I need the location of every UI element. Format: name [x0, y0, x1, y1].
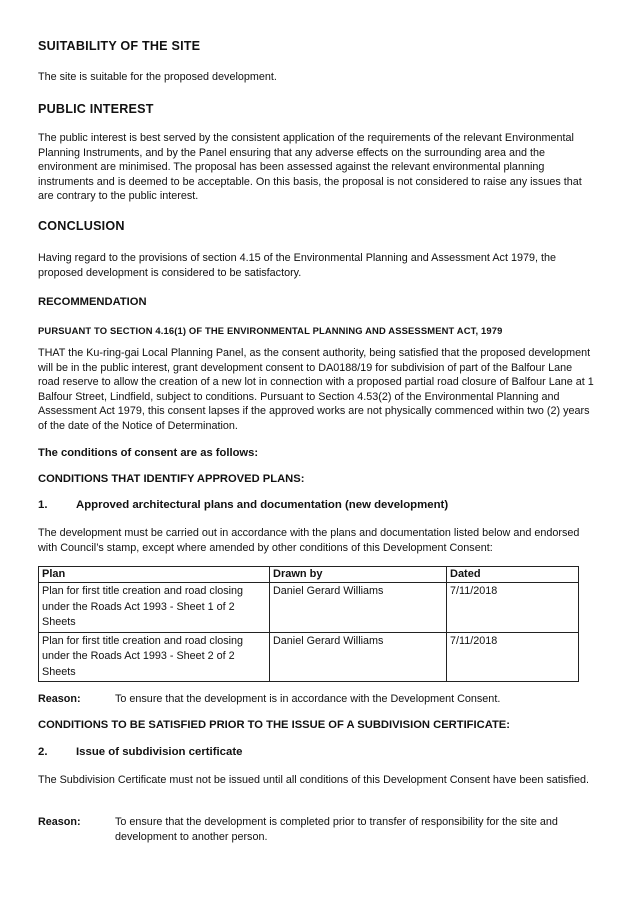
condition-2-number: 2.	[38, 746, 48, 758]
condition-2-heading	[38, 745, 242, 760]
conclusion-text: Having regard to the provisions of section 4.15 of the Environmental Planning and Assessment Act 1979, the proposed development is considered to be satisfactory.	[38, 252, 556, 279]
approved-plans-text: The development must be carried out in accordance with the plans and documentation listed below and endorsed with Council’s stamp, except where amended by other conditions of this Development Consent:	[38, 527, 580, 554]
table-row	[39, 632, 579, 682]
column-header-drawn-by: Drawn by	[270, 567, 447, 583]
condition-2-title: Issue of subdivision certificate	[76, 746, 243, 758]
approved-plans-table	[38, 566, 579, 682]
drawn-by-cell: Daniel Gerard Williams	[270, 583, 447, 633]
dated-cell: 7/11/2018	[447, 632, 579, 682]
table-row	[39, 583, 579, 633]
conditions-intro: The conditions of consent are as follows:	[38, 447, 259, 459]
heading-subdivision: CONDITIONS TO BE SATISFIED PRIOR TO THE ISSUE OF A SUBDIVISION CERTIFICATE:	[38, 719, 510, 731]
heading-conclusion: CONCLUSION	[38, 219, 125, 233]
condition-1-title: Approved architectural plans and documentation (new development)	[76, 499, 449, 511]
suitability-text: The site is suitable for the proposed development.	[38, 71, 277, 83]
dated-cell: 7/11/2018	[447, 583, 579, 633]
reason-block-1	[38, 692, 585, 707]
reason-block-2	[38, 815, 585, 844]
public-interest-text: The public interest is best served by the consistent application of the requirements of the relevant Environmental Planning Instruments, and by the Panel ensuring that any adverse effects on the surrounding area and the environment are minimised. The proposal has been assessed against the relevant environmental planning instruments and is deemed to be acceptable. On this basis, the proposal is not considered to raise any issues that are contrary to the public interest.	[38, 132, 582, 203]
plan-cell: Plan for first title creation and road closing under the Roads Act 1993 - Sheet 1 of 2 Sheets	[39, 583, 270, 633]
heading-public-interest: PUBLIC INTEREST	[38, 102, 154, 116]
reason-text: To ensure that the development is completed prior to transfer of responsibility for the site and development to another person.	[115, 816, 558, 843]
reason-label: Reason:	[38, 693, 81, 705]
reason-text: To ensure that the development is in accordance with the Development Consent.	[115, 693, 501, 705]
condition-1-heading	[38, 498, 448, 513]
column-header-dated: Dated	[447, 567, 579, 583]
reason-label: Reason:	[38, 816, 81, 828]
heading-recommendation: RECOMMENDATION	[38, 296, 147, 308]
heading-approved-plans: CONDITIONS THAT IDENTIFY APPROVED PLANS:	[38, 473, 305, 485]
drawn-by-cell: Daniel Gerard Williams	[270, 632, 447, 682]
heading-suitability: SUITABILITY OF THE SITE	[38, 39, 201, 53]
table-header-row	[39, 567, 579, 583]
plan-cell: Plan for first title creation and road closing under the Roads Act 1993 - Sheet 2 of 2 Sheets	[39, 632, 270, 682]
column-header-plan: Plan	[39, 567, 270, 583]
condition-1-number: 1.	[38, 499, 48, 511]
recommendation-text: THAT the Ku-ring-gai Local Planning Panel, as the consent authority, being satisfied that the proposed development will be in the public interest, grant development consent to DA0188/19 for subdivision of part of the Balfour Lane road reserve to allow the creation of a new lot in connection with a proposed partial road closure of Balfour Lane at 1 Balfour Street, Lindfield, subject to conditions. Pursuant to Section 4.53(2) of the Environmental Planning and Assessment Act 1979, this consent lapses if the approved works are not physically commenced within two (2) years of the date of the Notice of Determination.	[38, 347, 594, 432]
subdivision-text: The Subdivision Certificate must not be issued until all conditions of this Development Consent have been satisfied.	[38, 774, 589, 786]
recommendation-subheading: PURSUANT TO SECTION 4.16(1) OF THE ENVIRONMENTAL PLANNING AND ASSESSMENT ACT, 1979	[38, 325, 503, 336]
